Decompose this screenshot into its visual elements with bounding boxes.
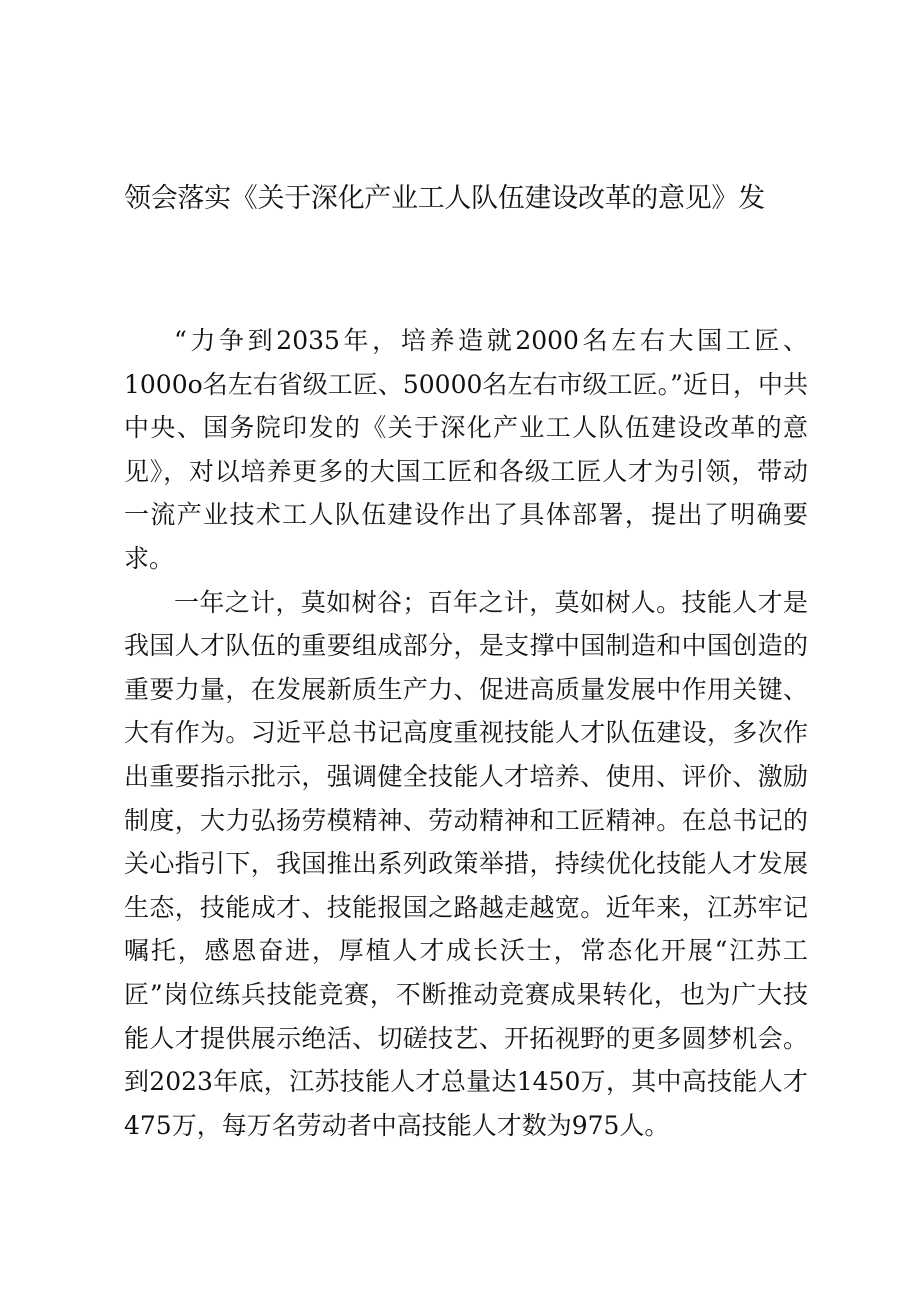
paragraph: 一年之计，莫如树谷；百年之计，莫如树人。技能人才是我国人才队伍的重要组成部分，是支撑中国制造和中国创造的重要力量，在发展新质生产力、促进高质量发展中作用关键、大有作为。习近平总书记高度重视技能人才队伍建设，多次作出重要指示批示，强调健全技能人才培养、使用、评价、激励制度，大力弘扬劳模精神、劳动精神和工匠精神。在总书记的关心指引下，我国推出系列政策举措，持续优化技能人才发展生态，技能成才、技能报国之路越走越宽。近年来，江苏牢记嘱托，感恩奋进，厚植人才成长沃士，常态化开展“江苏工匠”岗位练兵技能竞赛，不断推动竞赛成果转化，也为广大技能人才提供展示绝活、切磋技艺、开拓视野的更多圆梦机会。到2023年底，江苏技能人才总量达1450万，其中高技能人才475万，每万名劳动者中高技能人才数为975人。 (124, 587, 808, 1140)
document-body (124, 319, 808, 1147)
paragraph: “力争到2035年，培养造就2000名左右大国工匠、1000o名左右省级工匠、50000名左右市级工匠。”近日，中共中央、国务院印发的《关于深化产业工人队伍建设改革的意见》，对以培养更多的大国工匠和各级工匠人才为引领，带动一流产业技术工人队伍建设作出了具体部署，提出了明确要求。 (124, 326, 808, 573)
document-title: 领会落实《关于深化产业工人队伍建设改革的意见》发 (124, 183, 765, 214)
